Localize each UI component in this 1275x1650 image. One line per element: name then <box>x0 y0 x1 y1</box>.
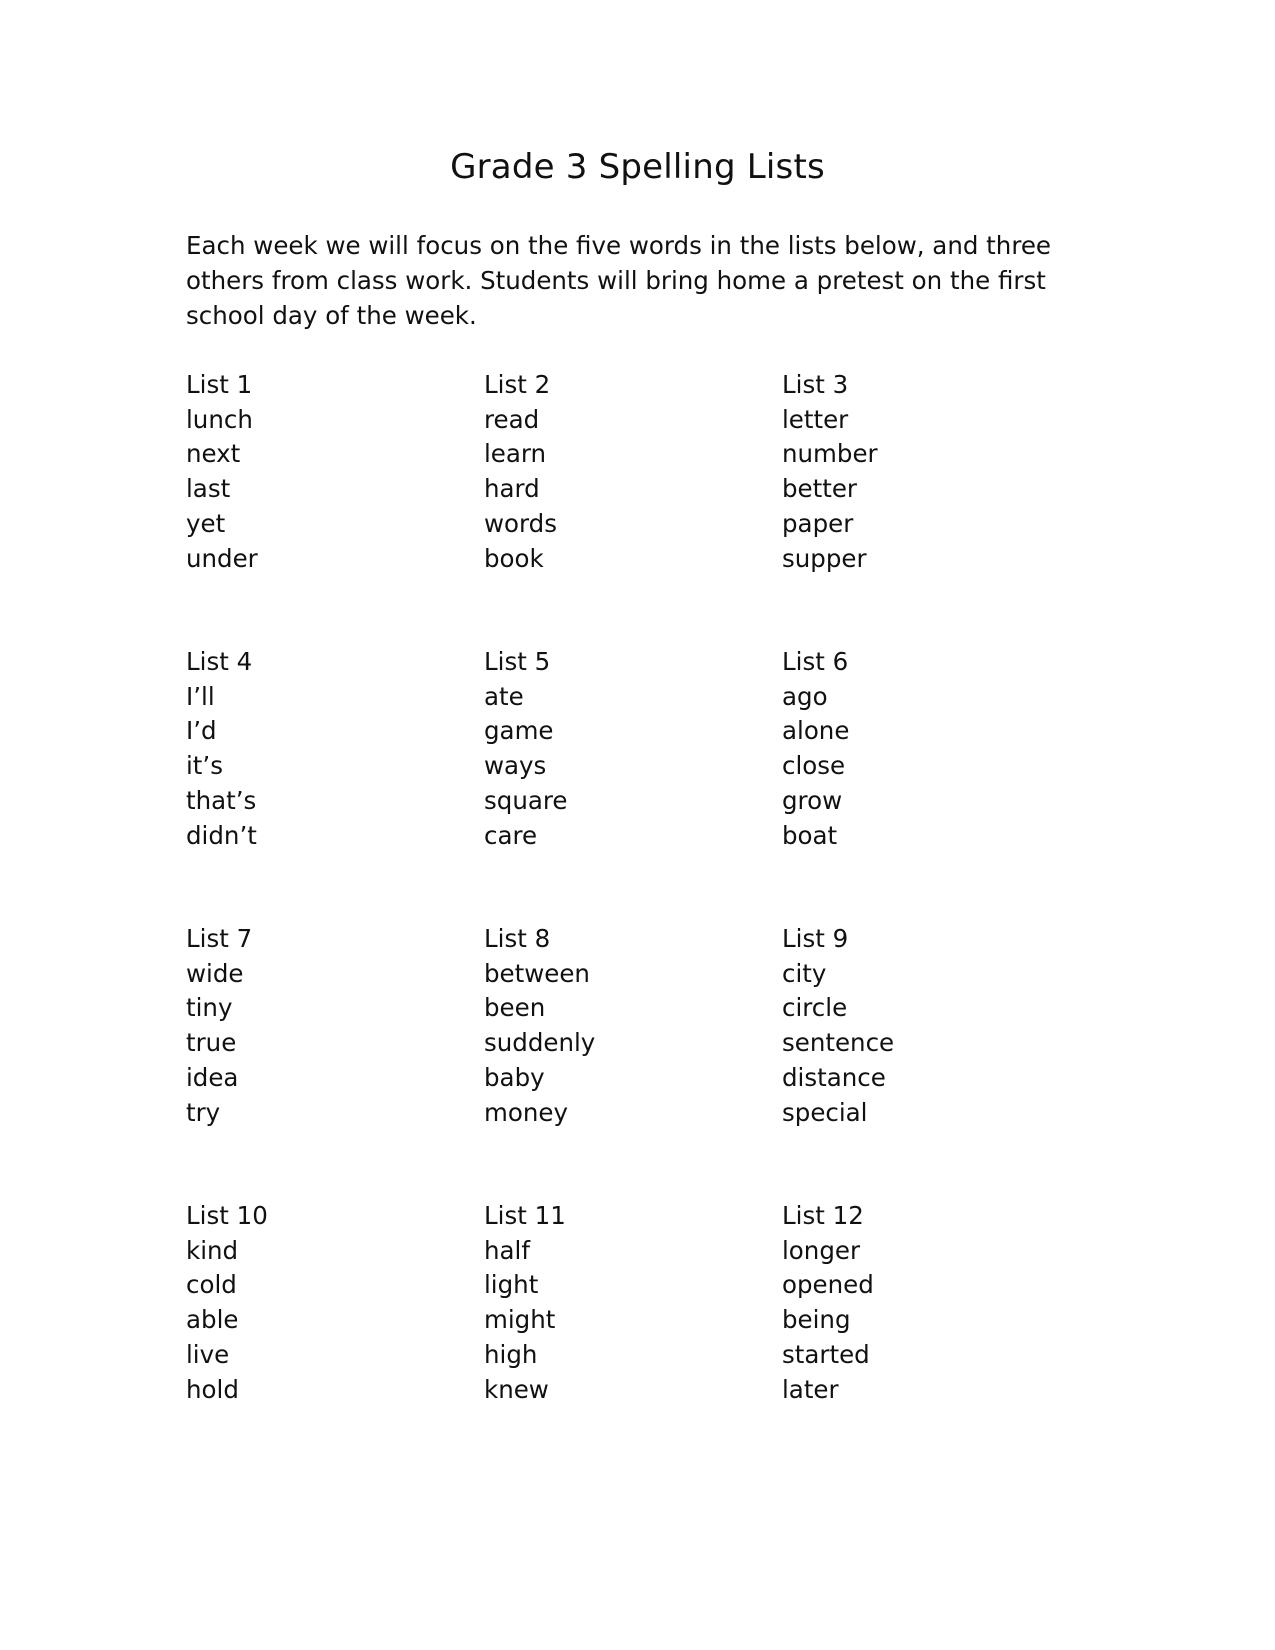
list-word: half <box>484 1235 530 1265</box>
list-word: next <box>186 439 241 469</box>
list-word: game <box>484 716 554 746</box>
list-word: being <box>782 1305 851 1335</box>
list-word: between <box>484 958 590 988</box>
list-word: kind <box>186 1235 239 1265</box>
list-word: that’s <box>186 785 257 815</box>
list-word: sentence <box>782 1028 895 1058</box>
spelling-list-10 <box>186 1199 268 1407</box>
list-word: close <box>782 751 846 781</box>
list-heading: List 3 <box>782 370 849 399</box>
list-word: true <box>186 1028 237 1058</box>
list-word: I’ll <box>186 681 215 711</box>
list-word: baby <box>484 1062 545 1092</box>
list-word: cold <box>186 1270 237 1300</box>
list-word: distance <box>782 1062 886 1092</box>
list-word: square <box>484 785 568 815</box>
list-word: started <box>782 1339 870 1369</box>
list-word: hold <box>186 1374 239 1404</box>
list-word: letter <box>782 404 849 434</box>
list-heading: List 8 <box>484 924 551 953</box>
list-word: knew <box>484 1374 549 1404</box>
spelling-list-11 <box>484 1199 566 1407</box>
spelling-list-4 <box>186 645 257 853</box>
list-word: read <box>484 404 540 434</box>
intro-line: school day of the week. <box>186 301 477 330</box>
list-word: able <box>186 1305 239 1335</box>
spelling-list-8 <box>484 922 595 1130</box>
page-title: Grade 3 Spelling Lists <box>450 147 825 187</box>
list-word: high <box>484 1339 538 1369</box>
list-word: better <box>782 474 857 504</box>
list-word: been <box>484 993 546 1023</box>
list-word: special <box>782 1097 868 1127</box>
list-word: might <box>484 1305 556 1335</box>
list-word: alone <box>782 716 850 746</box>
list-word: hard <box>484 474 540 504</box>
list-heading: List 10 <box>186 1201 268 1230</box>
list-heading: List 4 <box>186 647 253 676</box>
list-word: money <box>484 1097 568 1127</box>
list-heading: List 11 <box>484 1201 566 1230</box>
list-word: paper <box>782 508 854 538</box>
list-word: light <box>484 1270 539 1300</box>
list-word: yet <box>186 508 226 538</box>
spelling-list-3 <box>782 368 878 576</box>
spelling-list-1 <box>186 368 258 576</box>
list-heading: List 9 <box>782 924 849 953</box>
list-word: ate <box>484 681 524 711</box>
list-word: wide <box>186 958 244 988</box>
list-word: suddenly <box>484 1028 596 1058</box>
list-heading: List 1 <box>186 370 253 399</box>
list-word: lunch <box>186 404 253 434</box>
list-word: live <box>186 1339 230 1369</box>
list-word: last <box>186 474 231 504</box>
list-word: didn’t <box>186 820 257 850</box>
intro-line: others from class work. Students will bring home a pretest on the first <box>186 266 1046 295</box>
list-word: idea <box>186 1062 239 1092</box>
spelling-list-6 <box>782 645 849 853</box>
list-heading: List 12 <box>782 1201 864 1230</box>
list-word: number <box>782 439 878 469</box>
spelling-list-5 <box>484 645 567 853</box>
list-word: it’s <box>186 751 223 781</box>
list-word: learn <box>484 439 547 469</box>
list-heading: List 2 <box>484 370 551 399</box>
list-word: book <box>484 543 544 573</box>
list-word: city <box>782 958 827 988</box>
list-word: words <box>484 508 557 538</box>
spelling-list-7 <box>186 922 252 1130</box>
list-word: longer <box>782 1235 861 1265</box>
list-word: later <box>782 1374 839 1404</box>
list-word: ago <box>782 681 828 711</box>
list-word: ways <box>484 751 547 781</box>
spelling-list-12 <box>782 1199 874 1407</box>
list-word: opened <box>782 1270 874 1300</box>
spelling-list-2 <box>484 368 557 576</box>
list-word: I’d <box>186 716 217 746</box>
list-word: supper <box>782 543 867 573</box>
list-word: care <box>484 820 538 850</box>
list-heading: List 5 <box>484 647 551 676</box>
list-word: boat <box>782 820 838 850</box>
intro-line: Each week we will focus on the five words in the lists below, and three <box>186 231 1052 260</box>
list-word: try <box>186 1097 221 1127</box>
list-heading: List 6 <box>782 647 849 676</box>
list-word: under <box>186 543 258 573</box>
list-word: grow <box>782 785 843 815</box>
list-word: circle <box>782 993 848 1023</box>
intro-paragraph <box>186 228 1086 333</box>
list-word: tiny <box>186 993 233 1023</box>
spelling-list-9 <box>782 922 894 1130</box>
list-heading: List 7 <box>186 924 253 953</box>
